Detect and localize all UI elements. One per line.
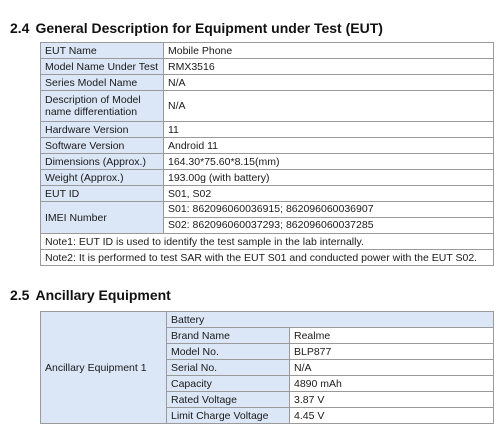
table-row	[41, 312, 494, 328]
imei-label: IMEI Number	[41, 202, 164, 234]
row-value: 3.87 V	[290, 392, 494, 408]
row-label: Brand Name	[167, 328, 290, 344]
table-row-note	[41, 250, 494, 266]
row-value: 4.45 V	[290, 408, 494, 424]
section-heading-eut	[10, 20, 383, 36]
imei-line: S01: 862096060036915; 862096060036907	[168, 203, 374, 215]
row-value: Realme	[290, 328, 494, 344]
group-header: Battery	[167, 312, 494, 328]
section-number: 2.5	[10, 287, 30, 303]
row-label: Capacity	[167, 376, 290, 392]
row-label: Model Name Under Test	[41, 59, 164, 75]
row-label: Software Version	[41, 138, 164, 154]
row-value: 164.30*75.60*8.15(mm)	[164, 154, 494, 170]
row-value: S01, S02	[164, 186, 494, 202]
table-row	[41, 154, 494, 170]
table-row	[41, 59, 494, 75]
row-label: Dimensions (Approx.)	[41, 154, 164, 170]
imei-line: S02: 862096060037293; 862096060037285	[164, 217, 493, 233]
equipment-label: Ancillary Equipment 1	[41, 312, 167, 424]
section-number: 2.4	[10, 20, 30, 36]
section-title: General Description for Equipment under Test (EUT)	[35, 20, 383, 36]
row-value: N/A	[164, 91, 494, 122]
row-label: Model No.	[167, 344, 290, 360]
row-value: 11	[164, 122, 494, 138]
row-value: 193.00g (with battery)	[164, 170, 494, 186]
note-text: Note2: It is performed to test SAR with the EUT S01 and conducted power with the EUT S02.	[41, 250, 494, 266]
section-heading-ancillary	[10, 287, 171, 303]
row-label: Serial No.	[167, 360, 290, 376]
row-label: Series Model Name	[41, 75, 164, 91]
row-label: Weight (Approx.)	[41, 170, 164, 186]
row-label: EUT Name	[41, 43, 164, 59]
row-value: 4890 mAh	[290, 376, 494, 392]
row-value: Android 11	[164, 138, 494, 154]
note-text: Note1: EUT ID is used to identify the test sample in the lab internally.	[41, 234, 494, 250]
row-label: Limit Charge Voltage	[167, 408, 290, 424]
table-row	[41, 170, 494, 186]
table-row	[41, 122, 494, 138]
row-label: Hardware Version	[41, 122, 164, 138]
ancillary-equipment-table	[40, 311, 494, 424]
table-row	[41, 91, 494, 122]
table-row-note	[41, 234, 494, 250]
table-row	[41, 43, 494, 59]
row-value: N/A	[290, 360, 494, 376]
row-value: Mobile Phone	[164, 43, 494, 59]
row-value: RMX3516	[164, 59, 494, 75]
table-row	[41, 186, 494, 202]
row-label: Rated Voltage	[167, 392, 290, 408]
table-row-imei	[41, 202, 494, 234]
table-row	[41, 75, 494, 91]
row-label: Description of Model name differentiation	[41, 91, 164, 122]
imei-value	[164, 202, 494, 234]
eut-description-table	[40, 42, 494, 266]
row-value: N/A	[164, 75, 494, 91]
row-value: BLP877	[290, 344, 494, 360]
row-label: EUT ID	[41, 186, 164, 202]
section-title: Ancillary Equipment	[35, 287, 171, 303]
table-row	[41, 138, 494, 154]
